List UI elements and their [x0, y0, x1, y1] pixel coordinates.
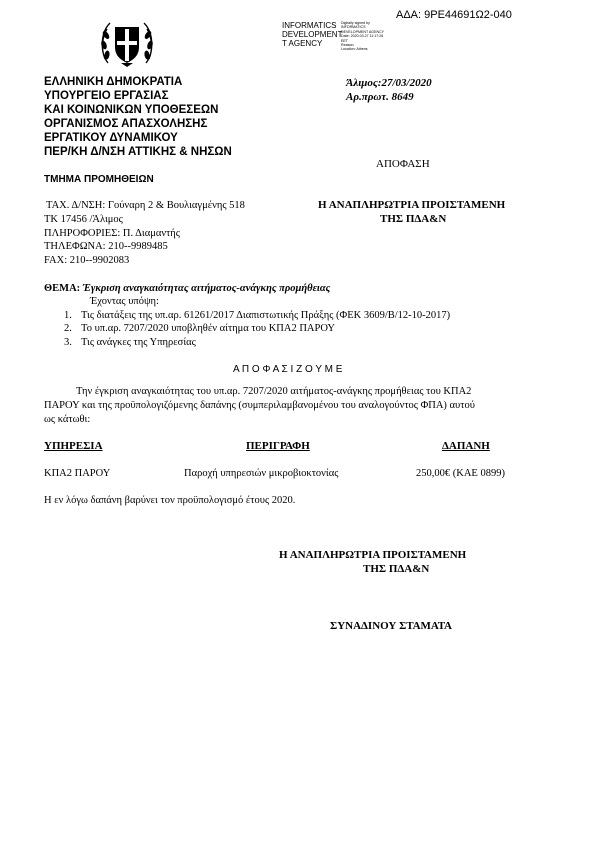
header-line-1: ΕΛΛΗΝΙΚΗ ΔΗΜΟΚΡΑΤΙΑ [44, 76, 183, 88]
contact-info: ΠΛΗΡΟΦΟΡΙΕΣ: Π. Διαμαντής [44, 228, 180, 239]
table-cell-service: ΚΠΑ2 ΠΑΡΟΥ [44, 468, 111, 479]
authority-line-2: ΤΗΣ ΠΔΑ&Ν [380, 213, 447, 225]
header-line-2: ΥΠΟΥΡΓΕΙΟ ΕΡΓΑΣΙΑΣ [44, 90, 169, 102]
decide-heading: Α Π Ο Φ Α Σ Ι Ζ Ο Υ Μ Ε [233, 364, 343, 375]
date-line: Άλιμος:27/03/2020 [346, 77, 432, 89]
contact-fax: FAX: 210--9902083 [44, 255, 130, 266]
table-header-service: ΥΠΗΡΕΣΙΑ [44, 440, 103, 452]
subject-label: ΘΕΜΑ: [44, 283, 81, 294]
greek-emblem-logo [98, 15, 156, 69]
digital-signature-label: INFORMATICS DEVELOPMENT T AGENCY [282, 21, 343, 48]
contact-phone: ΤΗΛΕΦΩΝΑ: 210--9989485 [44, 241, 168, 252]
protocol-line: Αρ.πρωτ. 8649 [346, 91, 414, 103]
body-line-3: ως κάτωθι: [44, 414, 91, 425]
header-line-5: ΕΡΓΑΤΙΚΟΥ ΔΥΝΑΜΙΚΟΥ [44, 132, 178, 144]
subject-line [44, 283, 330, 294]
signature-name: ΣΥΝΑΔΙΝΟΥ ΣΤΑΜΑΤΑ [330, 620, 452, 632]
body-line-2: ΠΑΡΟΥ και της προϋπολογιζόμενης δαπάνης (συμπεριλαμβανομένου του αναλογούντος ΦΠΑ) αυτού [44, 400, 475, 411]
table-cell-description: Παροχή υπηρεσιών μικροβιοκτονίας [184, 468, 339, 479]
header-line-3: ΚΑΙ ΚΟΙΝΩΝΙΚΩΝ ΥΠΟΘΕΣΕΩΝ [44, 104, 219, 116]
decision-title: ΑΠΟΦΑΣΗ [376, 158, 430, 170]
signature-title-1: Η ΑΝΑΠΛΗΡΩΤΡΙΑ ΠΡΟΙΣΤΑΜΕΝΗ [279, 549, 467, 561]
signature-title-2: ΤΗΣ ΠΔΑ&Ν [363, 563, 430, 575]
list-item: 3. Τις ανάγκες της Υπηρεσίας [64, 337, 196, 348]
body-line-1: Την έγκριση αναγκαιότητας του υπ.αρ. 7207/2020 αιτήματος-ανάγκης προμήθειας του ΚΠΑ2 [76, 386, 472, 397]
authority-line-1: Η ΑΝΑΠΛΗΡΩΤΡΙΑ ΠΡΟΙΣΤΑΜΕΝΗ [318, 199, 506, 211]
contact-postal: ΤΚ 17456 /Άλιμος [44, 214, 123, 225]
budget-note: Η εν λόγω δαπάνη βαρύνει τον προϋπολογισμό έτους 2020. [44, 495, 296, 506]
table-header-description: ΠΕΡΙΓΡΑΦΗ [246, 440, 310, 452]
table-header-expense: ΔΑΠΑΝΗ [442, 440, 490, 452]
considering-label: Έχοντας υπόψη: [90, 296, 159, 307]
table-cell-expense: 250,00€ (ΚΑΕ 0899) [416, 468, 505, 479]
header-line-6: ΠΕΡ/ΚΗ Δ/ΝΣΗ ΑΤΤΙΚΗΣ & ΝΗΣΩΝ [44, 146, 232, 158]
list-item: 1. Τις διατάξεις της υπ.αρ. 61261/2017 Διαπιστωτικής Πράξης (ΦΕΚ 3609/Β/12-10-2017) [64, 310, 451, 321]
header-line-4: ΟΡΓΑΝΙΣΜΟΣ ΑΠΑΣΧΟΛΗΣΗΣ [44, 118, 208, 130]
contact-address: ΤΑΧ. Δ/ΝΣΗ: Γούναρη 2 & Βουλιαγμένης 518 [46, 200, 245, 211]
department-label: ΤΜΗΜΑ ΠΡΟΜΗΘΕΙΩΝ [44, 174, 154, 185]
ada-code: ΑΔΑ: 9ΡΕ44691Ω2-040 [396, 9, 512, 21]
digital-signature-details: Digitally signed by INFORMATICS DEVELOPMENT AGENCY Date: 2020.03.27 11:17:26 EET Reason: Location: Athens [341, 21, 385, 52]
subject-text: Έγκριση αναγκαιότητας αιτήματος-ανάγκης προμήθειας [82, 283, 331, 294]
list-item: 2. Το υπ.αρ. 7207/2020 υποβληθέν αίτημα του ΚΠΑ2 ΠΑΡΟΥ [64, 323, 335, 334]
